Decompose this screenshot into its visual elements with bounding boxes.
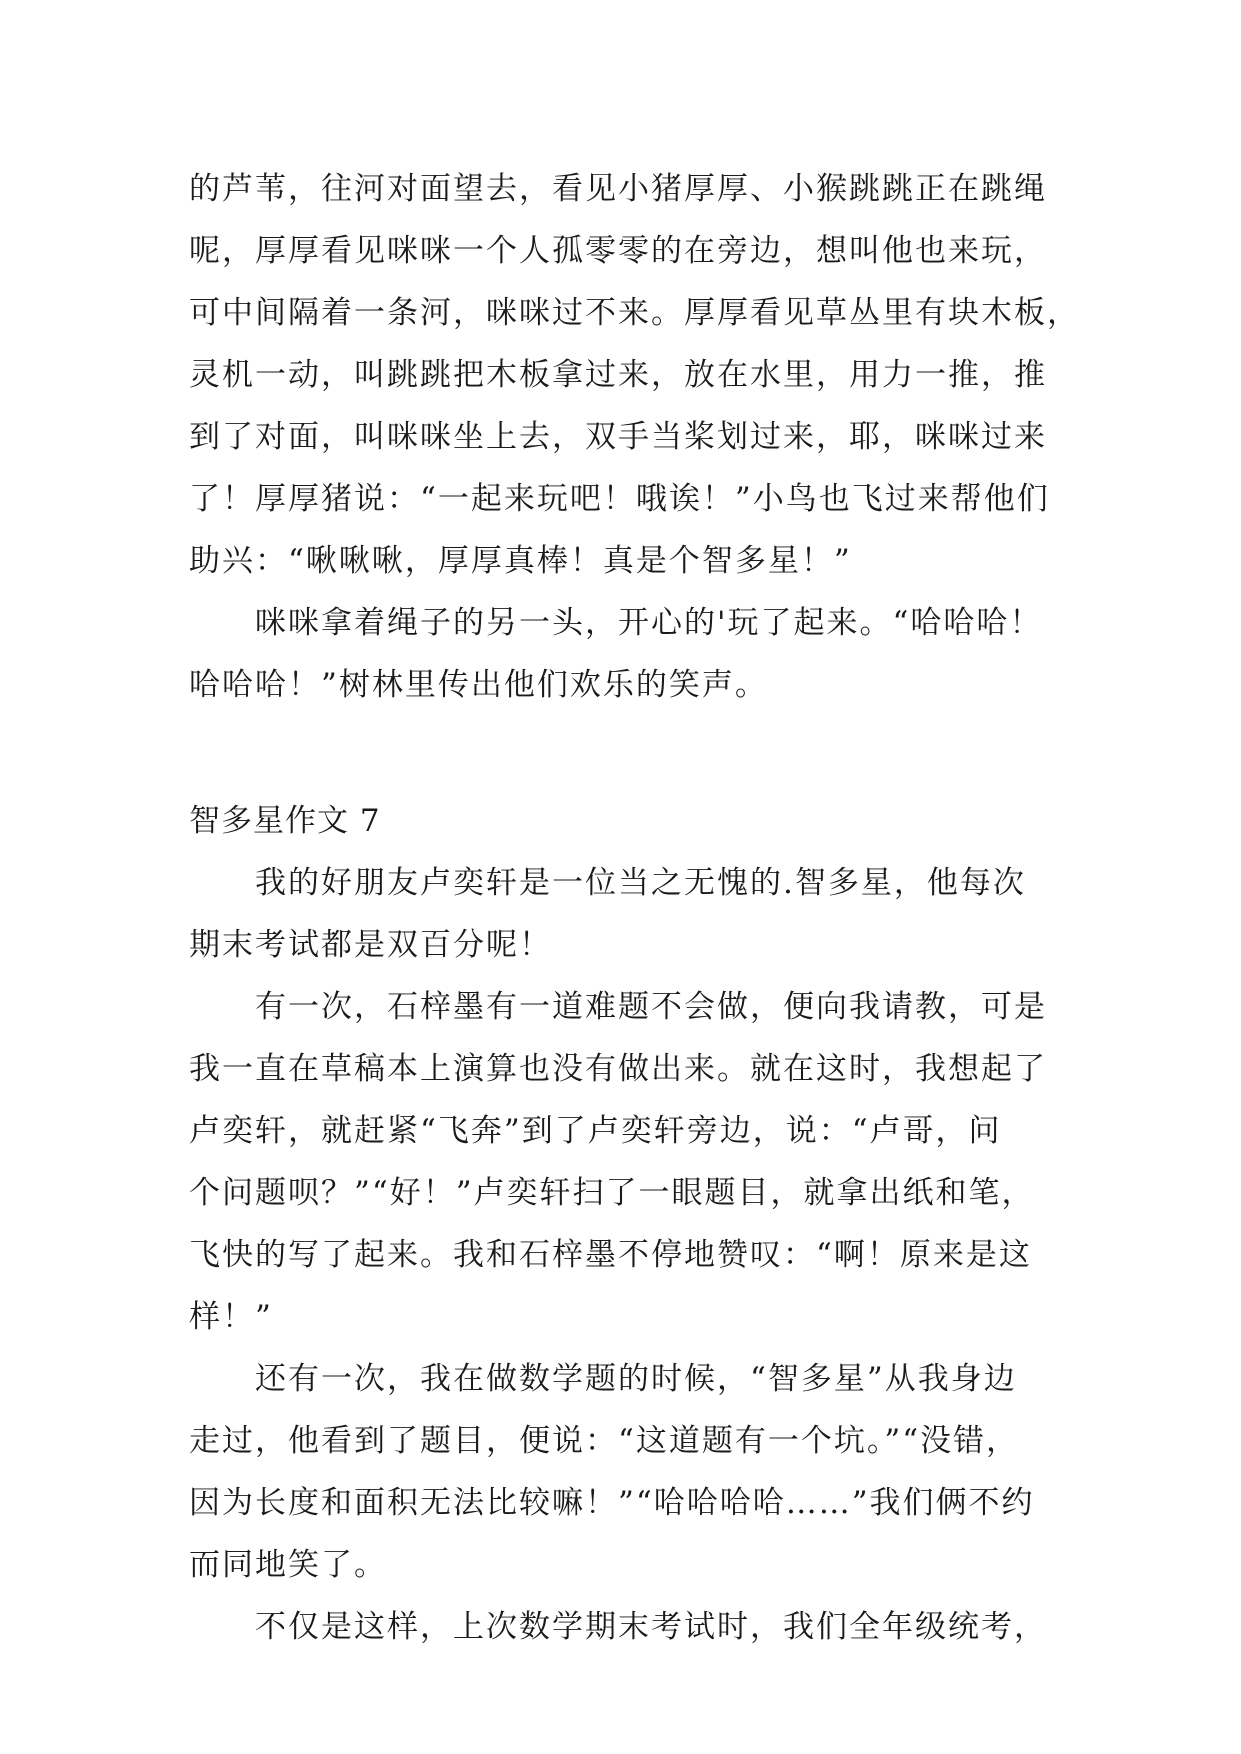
paragraph	[189, 852, 1069, 976]
text-line: 的芦苇，往河对面望去，看见小猪厚厚、小猴跳跳正在跳绳	[189, 171, 1047, 207]
text-line: 走过，他看到了题目，便说：“这道题有一个坑。”“没错，	[189, 1423, 1020, 1459]
text-line: 卢奕轩，就赶紧“飞奔”到了卢奕轩旁边，说：“卢哥，问	[189, 1113, 1002, 1149]
text-line: 到了对面，叫咪咪坐上去，双手当桨划过来，耶，咪咪过来	[189, 419, 1047, 455]
text-line: 助兴：“啾啾啾，厚厚真棒！真是个智多星！”	[189, 543, 852, 579]
text-line: 灵机一动，叫跳跳把木板拿过来，放在水里，用力一推，推	[189, 357, 1047, 393]
paragraph	[189, 976, 1069, 1348]
text-line: 咪咪拿着绳子的另一头，开心的'玩了起来。“哈哈哈！	[255, 605, 1043, 641]
text-line: 我的好朋友卢奕轩是一位当之无愧的.智多星，他每次	[255, 865, 1026, 901]
text-line: 样！”	[189, 1299, 273, 1335]
text-line: 呢，厚厚看见咪咪一个人孤零零的在旁边，想叫他也来玩，	[189, 233, 1047, 269]
text-line: 哈哈哈！”树林里传出他们欢乐的笑声。	[189, 667, 768, 703]
text-line: 而同地笑了。	[189, 1547, 387, 1583]
section-gap	[189, 716, 1069, 790]
text-line: 因为长度和面积无法比较嘛！”“哈哈哈哈……”我们俩不约	[189, 1485, 1035, 1521]
text-line: 不仅是这样，上次数学期末考试时，我们全年级统考，	[255, 1609, 1047, 1645]
paragraph	[189, 1348, 1069, 1596]
paragraph	[189, 1596, 1069, 1658]
text-line: 还有一次，我在做数学题的时候，“智多星”从我身边	[255, 1361, 1017, 1397]
text-line: 个问题呗？”“好！”卢奕轩扫了一眼题目，就拿出纸和笔，	[189, 1175, 1035, 1211]
document-body	[189, 158, 1080, 1658]
section-title: 智多星作文 7	[189, 803, 381, 839]
text-line: 了！厚厚猪说：“一起来玩吧！哦诶！”小鸟也飞过来帮他们	[189, 481, 1050, 517]
text-line: 我一直在草稿本上演算也没有做出来。就在这时，我想起了	[189, 1051, 1047, 1087]
text-line: 可中间隔着一条河，咪咪过不来。厚厚看见草丛里有块木板，	[189, 295, 1080, 331]
text-line: 有一次，石梓墨有一道难题不会做，便向我请教，可是	[255, 989, 1047, 1025]
paragraph-continued	[189, 158, 1080, 592]
text-line: 飞快的写了起来。我和石梓墨不停地赞叹：“啊！原来是这	[189, 1237, 1032, 1273]
paragraph	[189, 592, 1069, 716]
text-line: 期末考试都是双百分呢！	[189, 927, 552, 963]
